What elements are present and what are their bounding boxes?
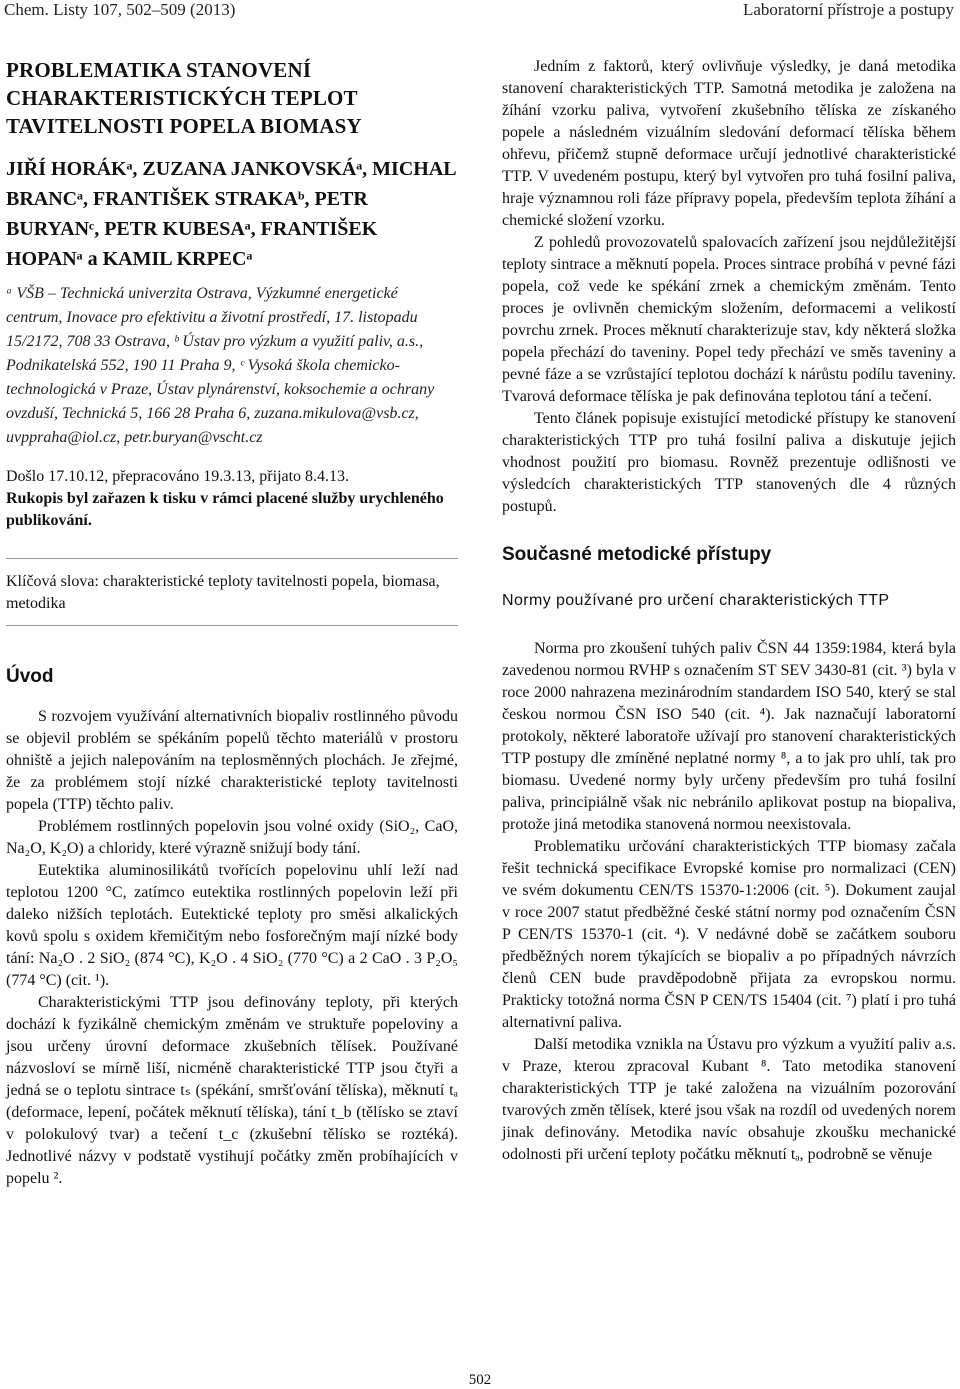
paragraph: Norma pro zkoušení tuhých paliv ČSN 44 1359:1984, která byla zavedenou normou RVHP s označením ST SEV 3430-81 (cit. ³) byla v roce 2000 nahrazena mezinárodním standardem ISO 540, který se stal českou normou ČSN ISO 540 (cit. ⁴). Jak naznačují laboratorní protokoly, některé laboratoře užívají pro stanovení charakteristických TTP postupy dle zmíněné neplatné normy ⁸, a to jak pro uhlí, tak pro biomasu. Uvedené normy byly určeny především pro tuhá fosilní paliva, principiálně však nic nebránilo aplikovat postup na biopaliva, protože jiná metodika stanovená normou neexistovala. xyxy=(502,640,956,833)
publication-note: Rukopis byl zařazen k tisku v rámci placené služby urychleného publikování. xyxy=(6,490,444,529)
author-list: JIŘÍ HORÁKᵃ, ZUZANA JANKOVSKÁᵃ, MICHAL BRANCᵃ, FRANTIŠEK STRAKAᵇ, PETR BURYANᶜ, PETR KUBESAᵃ, FRANTIŠEK HOPANᵃ a KAMIL KRPECᵃ xyxy=(6,158,456,270)
paragraph: Z pohledů provozovatelů spalovacích zařízení jsou nejdůležitější teploty sintrace a měknutí popela. Proces sintrace probíhá v pevné fázi popela, což vede ke spékání zrnek a chemickým změnám. Tento proces je ovlivněn chemickým složením, deformacemi a velikostí povrchu zrnek. Proces měknutí charakterizuje stav, kdy některá složka popela přechází do taveniny. Popel tedy přechází ve směs taveniny a pevné fáze a se vzrůstající teplotou dochází k nárůstu podílu taveniny. Tvarová deformace tělíska je pak definována teplotou tání a tečení. xyxy=(502,234,956,405)
received-dates: Došlo 17.10.12, přepracováno 19.3.13, přijato 8.4.13. xyxy=(6,468,350,485)
paragraph: S rozvojem využívání alternativních biopaliv rostlinného původu se objevil problém se spékáním popelů těchto materiálů v prostoru ohniště a jejich nalepováním na teplosměnných plochách. Je zřejmé, že za problémem stojí nízké charakteristické teploty tavitelnosti popela (TTP) těchto paliv. xyxy=(6,708,458,813)
paragraph: Další metodika vznikla na Ústavu pro výzkum a využití paliv a.s. v Praze, kterou zpracoval Kubant ⁸. Tato metodika stanovení charakteristických TTP je také založena na vizuálním pozorování tvarových změn tělísek, které jsou však na rozdíl od uvedených norem jinak definovány. Metodika navíc obsahuje zkoušku mechanické odolnosti při určení teploty počátku měknutí tₐ, podrobně se věnuje xyxy=(502,1036,956,1163)
paragraph: Problematiku určování charakteristických TTP biomasy začala řešit technická specifikace Evropské komise pro normalizaci (CEN) ve svém dokumentu CEN/TS 15370-1:2006 (cit. ⁵). Dokument zaujal v roce 2007 statut předběžné české státní normy pod označením ČSN P CEN/TS 15370-1 (cit. ⁴). V nedávné době se začátkem souboru předběžných norem týkajících se biopaliv a po případných návrzích členů CEN bude pravděpodobně přijata za evropskou normu. Prakticky totožná norma ČSN P CEN/TS 15404 (cit. ⁷) platí i pro tuhá alternativní paliva. xyxy=(502,838,956,1031)
intro-heading: Úvod xyxy=(6,666,54,687)
paragraph: Jedním z faktorů, který ovlivňuje výsledky, je daná metodika stanovení charakteristických TTP. Samotná metodika je založena na žíhání vzorku paliva, vytvoření zkušebního tělíska ze získaného popele a následném vizuálním sledování deformací tělíska během ohřevu, přičemž stupně deformace určují jednotlivé charakteristické TTP. V uvedeném postupu, který byl vytvořen pro tuhá fosilní paliva, hraje významnou roli fáze přípravy popela, především teplota žíhání a chemické složení vzorku. xyxy=(502,58,956,229)
paragraph: Eutektika aluminosilikátů tvořících popelovinu uhlí leží nad teplotou 1200 °C, zatímco eutektika rostlinných popelovin leží při daleko nižších teplotách. Eutektické teploty pro směsi alkalických kovů spolu s oxidem křemičitým nebo fosforečným mají nízké body tání: Na₂O . 2 SiO₂ (874 °C), K₂O . 4 SiO₂ (770 °C) a 2 CaO . 3 P₂O₅ (774 °C) (cit. ¹). xyxy=(6,862,458,989)
affiliations: ᵃ VŠB – Technická univerzita Ostrava, Výzkumné energetické centrum, Inovace pro efektivitu a životní prostředí, 17. listopadu 15/2172, 708 33 Ostrava, ᵇ Ústav pro výzkum a využití paliv, a.s., Podnikatelská 552, 190 11 Praha 9, ᶜ Vysoká škola chemicko-technologická v Praze, Ústav plynárenství, koksochemie a ochrany ovzduší, Technická 5, 166 28 Praha 6, zuzana.mikulova@vsb.cz, uvppraha@iol.cz, petr.buryan@vscht.cz xyxy=(6,285,435,446)
subsection-heading: Normy používané pro určení charakteristických TTP xyxy=(502,592,890,609)
section-heading: Současné metodické přístupy xyxy=(502,544,772,565)
running-header xyxy=(0,0,960,22)
keywords: Klíčová slova: charakteristické teploty tavitelnosti popela, biomasa, metodika xyxy=(6,573,440,612)
journal-citation: Chem. Listy 107, 502–509 (2013) xyxy=(4,0,236,19)
divider xyxy=(6,558,458,559)
paragraph: Problémem rostlinných popelovin jsou volné oxidy (SiO₂, CaO, Na₂O, K₂O) a chloridy, které výrazně snižují body tání. xyxy=(6,818,458,857)
divider xyxy=(6,625,458,626)
paragraph: Charakteristickými TTP jsou definovány teploty, při kterých dochází k fyzikálně chemickým změnám ve struktuře popeloviny a jsou určeny úrovní deformace zkušebních tělísek. Používané názvosloví se mírně liší, nicméně charakteristické TTP jsou čtyři a jedná se o teplotu sintrace tₛ (spékání, smršťování tělíska), měknutí tₐ (deformace, lepení, počátek měknutí tělíska), tání t_b (tělísko se ztaví v polokulový tvar) a tečení t_c (zkušební tělísko se roztéká). Jednotlivé názvy v podstatě vystihují počátky změn probíhajících v popelu ². xyxy=(6,994,458,1187)
article-title: PROBLEMATIKA STANOVENÍ CHARAKTERISTICKÝCH TEPLOT TAVITELNOSTI POPELA BIOMASY xyxy=(6,58,362,138)
page-number: 502 xyxy=(468,1372,492,1388)
section-label: Laboratorní přístroje a postupy xyxy=(742,0,954,19)
right-column xyxy=(502,56,956,1166)
paragraph: Tento článek popisuje existující metodické přístupy ke stanovení charakteristických TTP pro tuhá fosilní paliva a diskutuje jejich vhodnost použití pro biomasu. Rovněž prezentuje odlišnosti ve výsledcích charakteristických TTP stanovených dle 4 různých postupů. xyxy=(502,410,956,515)
left-column xyxy=(6,56,458,1190)
